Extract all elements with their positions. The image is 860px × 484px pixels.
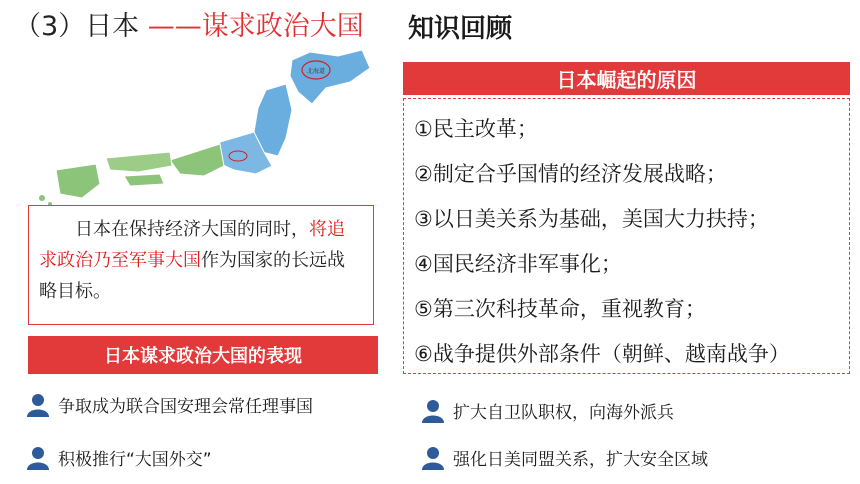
person-icon	[26, 393, 50, 417]
map-region-kansai	[170, 144, 224, 176]
performance-title-bar	[28, 336, 378, 374]
section-title	[14, 10, 364, 44]
performance-item	[26, 445, 212, 470]
performance-text: 扩大自卫队职权，向海外派兵	[453, 403, 674, 423]
map-region-hokkaido	[290, 50, 370, 104]
section-title-prefix: （3）日本	[14, 11, 148, 42]
reason-item: ⑤第三次科技革命，重视教育；	[414, 297, 706, 321]
goal-text-part2: 作为国家的长远战略目标。	[39, 250, 345, 302]
reason-item: ①民主改革；	[414, 117, 538, 141]
reason-item: ④国民经济非军事化；	[414, 252, 622, 276]
reasons-title: 日本崛起的原因	[556, 68, 697, 92]
goal-text-highlight: 将追求政治乃至军事大国	[39, 219, 345, 271]
map-label-hokkaido: 北海道	[307, 68, 326, 75]
performance-item	[421, 445, 708, 470]
reasons-title-bar	[403, 62, 850, 95]
performance-text: 强化日美同盟关系，扩大安全区域	[453, 450, 708, 470]
person-icon	[26, 446, 50, 470]
performance-item	[421, 398, 674, 423]
reason-item: ②制定合乎国情的经济发展战略；	[414, 162, 727, 186]
person-icon	[421, 399, 445, 423]
person-icon	[421, 446, 445, 470]
performance-text: 积极推行“大国外交”	[58, 450, 212, 470]
reason-item: ⑥战争提供外部条件（朝鲜、越南战争）	[414, 342, 790, 366]
map-region-kyushu	[56, 164, 100, 198]
performance-title: 日本谋求政治大国的表现	[104, 346, 302, 367]
review-heading: 知识回顾	[408, 14, 513, 44]
map-region-shikoku	[124, 174, 164, 186]
reasons-list	[403, 98, 850, 374]
performance-text: 争取成为联合国安理会常任理事国	[58, 397, 313, 417]
strategy-goal-box	[28, 205, 374, 325]
performance-item	[26, 392, 313, 417]
map-region-chugoku	[106, 152, 172, 172]
reason-item: ③以日美关系为基础，美国大力扶持；	[414, 207, 769, 231]
map-island	[39, 195, 45, 201]
goal-text-part1: 日本在保持经济大国的同时，	[75, 219, 309, 240]
section-title-topic: ——谋求政治大国	[147, 11, 364, 42]
japan-map	[20, 48, 390, 208]
